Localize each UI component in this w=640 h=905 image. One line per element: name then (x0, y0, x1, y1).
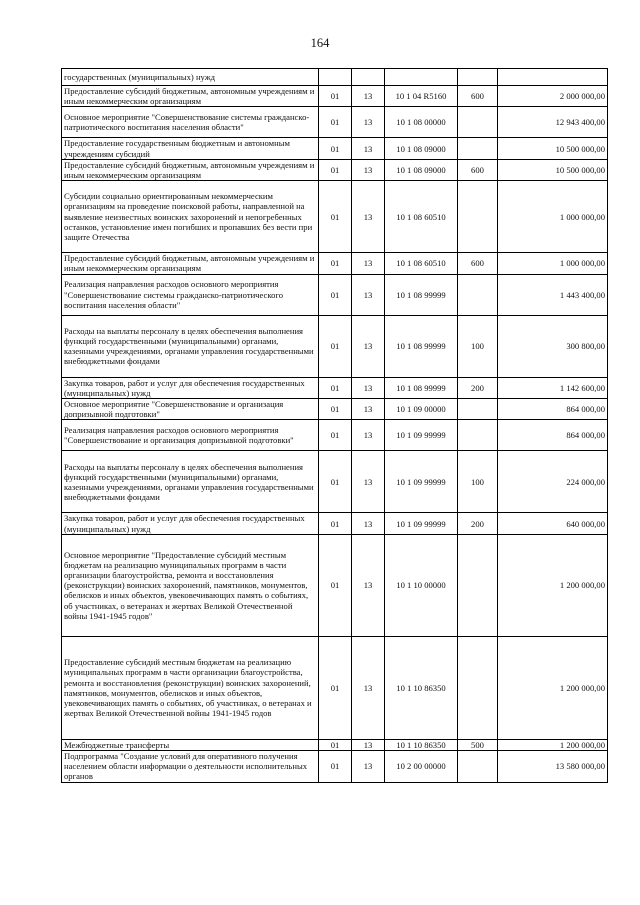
row-amount: 300 800,00 (498, 315, 608, 377)
row-amount: 864 000,00 (498, 420, 608, 451)
table-row (62, 739, 608, 750)
table-row (62, 86, 608, 107)
row-target-code: 10 1 09 99999 (385, 451, 458, 513)
row-target-code (385, 69, 458, 86)
row-target-code: 10 1 09 99999 (385, 513, 458, 534)
row-amount: 12 943 400,00 (498, 107, 608, 138)
row-description: Основное мероприятие "Совершенствование и организация допризывной подготовки" (62, 399, 319, 420)
row-description: Подпрограмма "Создание условий для оперативного получения населением области информации о деятельности исполнительных органов (62, 751, 319, 783)
row-subsection: 13 (352, 86, 385, 107)
row-section (319, 69, 352, 86)
row-subsection: 13 (352, 159, 385, 180)
row-target-code: 10 1 08 99999 (385, 377, 458, 398)
row-amount: 1 000 000,00 (498, 253, 608, 274)
row-section: 01 (319, 86, 352, 107)
row-amount: 13 580 000,00 (498, 751, 608, 783)
row-section: 01 (319, 751, 352, 783)
table-row (62, 181, 608, 253)
table-row (62, 107, 608, 138)
row-subsection: 13 (352, 513, 385, 534)
row-description: Расходы на выплаты персоналу в целях обеспечения выполнения функций государственными (муниципальными) органами, казенными учреждениями, органами управления государственными внебюджетными фондами (62, 315, 319, 377)
row-amount: 1 142 600,00 (498, 377, 608, 398)
row-section: 01 (319, 274, 352, 315)
row-target-code: 10 2 00 00000 (385, 751, 458, 783)
row-section: 01 (319, 159, 352, 180)
row-subsection: 13 (352, 751, 385, 783)
row-description: Предоставление субсидий бюджетным, автономным учреждениям и иным некоммерческим организациям (62, 253, 319, 274)
row-target-code: 10 1 09 00000 (385, 399, 458, 420)
row-description: Закупка товаров, работ и услуг для обеспечения государственных (муниципальных) нужд (62, 513, 319, 534)
row-description: Реализация направления расходов основного мероприятия "Совершенствование системы гражданско-патриотического воспитания населения области" (62, 274, 319, 315)
row-subsection (352, 69, 385, 86)
table-row (62, 159, 608, 180)
table-row (62, 69, 608, 86)
row-expense-type: 500 (458, 739, 498, 750)
table-row (62, 399, 608, 420)
row-description: Основное мероприятие "Предоставление субсидий местным бюджетам на реализацию муниципальных программ в части организации благоустройства, ремонта и восстановления (реконструкции) воинских захоронений, памятников, монументов, обелисков и иных объектов, увековечивающих память о событиях, об участниках, о ветеранах и жертвах Великой Отечественной войны 1941-1945 годов" (62, 534, 319, 636)
row-target-code: 10 1 10 00000 (385, 534, 458, 636)
row-section: 01 (319, 377, 352, 398)
table-row (62, 513, 608, 534)
row-expense-type (458, 274, 498, 315)
table-row (62, 751, 608, 783)
row-section: 01 (319, 420, 352, 451)
row-expense-type: 600 (458, 253, 498, 274)
row-amount: 10 500 000,00 (498, 138, 608, 159)
row-description: Предоставление субсидий бюджетным, автономным учреждениям и иным некоммерческим организациям (62, 159, 319, 180)
table-row (62, 420, 608, 451)
row-subsection: 13 (352, 399, 385, 420)
row-amount: 640 000,00 (498, 513, 608, 534)
row-target-code: 10 1 09 99999 (385, 420, 458, 451)
row-subsection: 13 (352, 315, 385, 377)
row-amount: 1 200 000,00 (498, 534, 608, 636)
row-amount: 1 200 000,00 (498, 636, 608, 739)
row-expense-type: 600 (458, 86, 498, 107)
row-amount: 864 000,00 (498, 399, 608, 420)
row-expense-type (458, 399, 498, 420)
table-row (62, 377, 608, 398)
row-subsection: 13 (352, 420, 385, 451)
table-row (62, 274, 608, 315)
row-section: 01 (319, 399, 352, 420)
row-target-code: 10 1 04 R5160 (385, 86, 458, 107)
row-target-code: 10 1 10 86350 (385, 739, 458, 750)
row-expense-type (458, 107, 498, 138)
row-subsection: 13 (352, 636, 385, 739)
budget-table (61, 68, 608, 783)
row-description: Закупка товаров, работ и услуг для обеспечения государственных (муниципальных) нужд (62, 377, 319, 398)
row-expense-type (458, 138, 498, 159)
row-target-code: 10 1 08 99999 (385, 315, 458, 377)
table-row (62, 636, 608, 739)
table-row (62, 138, 608, 159)
row-subsection: 13 (352, 377, 385, 398)
row-subsection: 13 (352, 274, 385, 315)
row-description: государственных (муниципальных) нужд (62, 69, 319, 86)
row-expense-type: 600 (458, 159, 498, 180)
row-target-code: 10 1 08 09000 (385, 159, 458, 180)
row-subsection: 13 (352, 451, 385, 513)
row-section: 01 (319, 315, 352, 377)
row-section: 01 (319, 636, 352, 739)
row-amount: 224 000,00 (498, 451, 608, 513)
row-section: 01 (319, 107, 352, 138)
row-description: Предоставление государственным бюджетным и автономным учреждениям субсидий (62, 138, 319, 159)
table-row (62, 451, 608, 513)
row-description: Расходы на выплаты персоналу в целях обеспечения выполнения функций государственными (муниципальными) органами, казенными учреждениями, органами управления государственными внебюджетными фондами (62, 451, 319, 513)
row-expense-type (458, 420, 498, 451)
row-expense-type: 200 (458, 377, 498, 398)
table-row (62, 253, 608, 274)
row-section: 01 (319, 253, 352, 274)
row-expense-type (458, 69, 498, 86)
row-target-code: 10 1 08 00000 (385, 107, 458, 138)
row-description: Субсидии социально ориентированным некоммерческим организациям на проведение поисковой работы, направленной на выявление неизвестных воинских захоронений и непогребенных останков, установление имен погибших и пропавших без вести при защите Отечества (62, 181, 319, 253)
row-description: Предоставление субсидий бюджетным, автономным учреждениям и иным некоммерческим организациям (62, 86, 319, 107)
row-section: 01 (319, 534, 352, 636)
row-subsection: 13 (352, 138, 385, 159)
row-expense-type: 200 (458, 513, 498, 534)
row-section: 01 (319, 513, 352, 534)
row-description: Основное мероприятие "Совершенствование системы гражданско-патриотического воспитания населения области" (62, 107, 319, 138)
table-row (62, 534, 608, 636)
row-expense-type: 100 (458, 451, 498, 513)
row-amount: 1 443 400,00 (498, 274, 608, 315)
row-section: 01 (319, 739, 352, 750)
row-target-code: 10 1 08 09000 (385, 138, 458, 159)
row-description: Предоставление субсидий местным бюджетам на реализацию муниципальных программ в части организации благоустройства, ремонта и восстановления (реконструкции) воинских захоронений, памятников, монументов, обелисков и иных объектов, увековечивающих память о событиях, об участниках, о ветеранах и жертвах Великой Отечественной войны 1941-1945 годов (62, 636, 319, 739)
row-amount (498, 69, 608, 86)
row-expense-type (458, 534, 498, 636)
row-subsection: 13 (352, 107, 385, 138)
row-description: Межбюджетные трансферты (62, 739, 319, 750)
row-amount: 1 000 000,00 (498, 181, 608, 253)
row-expense-type (458, 636, 498, 739)
row-target-code: 10 1 08 60510 (385, 181, 458, 253)
row-description: Реализация направления расходов основного мероприятия "Совершенствование и организация допризывной подготовки" (62, 420, 319, 451)
row-section: 01 (319, 138, 352, 159)
row-expense-type (458, 751, 498, 783)
row-expense-type: 100 (458, 315, 498, 377)
row-subsection: 13 (352, 739, 385, 750)
row-expense-type (458, 181, 498, 253)
row-amount: 10 500 000,00 (498, 159, 608, 180)
row-subsection: 13 (352, 534, 385, 636)
page-number: 164 (310, 36, 330, 50)
table-row (62, 315, 608, 377)
row-target-code: 10 1 08 99999 (385, 274, 458, 315)
row-section: 01 (319, 181, 352, 253)
row-target-code: 10 1 08 60510 (385, 253, 458, 274)
row-target-code: 10 1 10 86350 (385, 636, 458, 739)
row-subsection: 13 (352, 253, 385, 274)
row-section: 01 (319, 451, 352, 513)
row-amount: 1 200 000,00 (498, 739, 608, 750)
row-subsection: 13 (352, 181, 385, 253)
row-amount: 2 000 000,00 (498, 86, 608, 107)
